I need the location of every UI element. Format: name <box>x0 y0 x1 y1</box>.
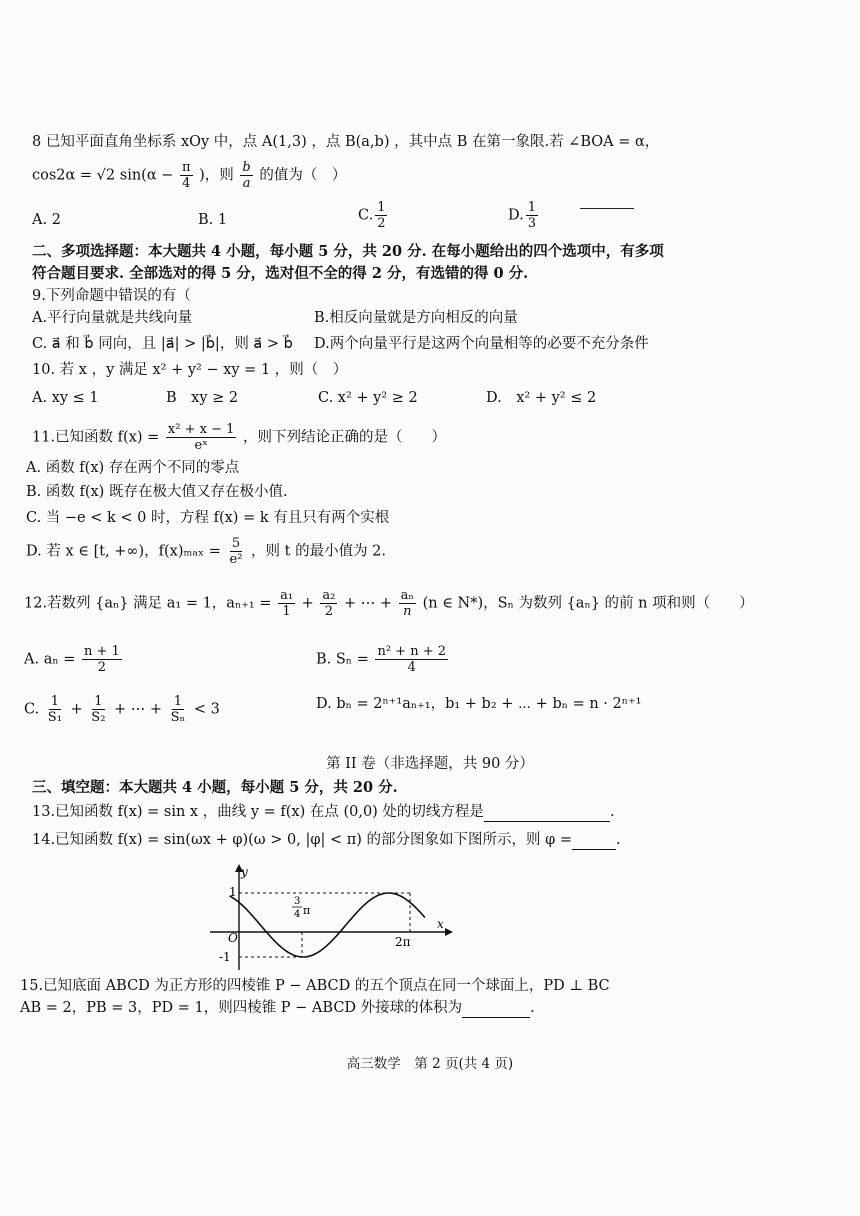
tick-neg1: -1 <box>219 950 231 964</box>
q10-option-c: C. x² + y² ≥ 2 <box>318 390 418 406</box>
x-axis-arrow <box>445 928 453 936</box>
q13-text: 13.已知函数 f(x) = sin x ，曲线 y = f(x) 在点 (0,0) 处的切线方程是 . <box>32 804 615 820</box>
section2-heading-line2: 符合题目要求. 全部选对的得 5 分，选对但不全的得 2 分，有选错的得 0 分. <box>32 265 529 282</box>
q11-option-a: A. 函数 f(x) 存在两个不同的零点 <box>26 460 240 476</box>
q15-answer-blank <box>462 1001 530 1018</box>
q11-option-b: B. 函数 f(x) 既存在极大值又存在极小值. <box>26 484 288 500</box>
q12-option-c: C. $\frac{1}{\text{S₁}}$ + $\frac{1}{\text{S₂}}$ + ⋯ + $\frac{1}{\text{Sₙ}}$ < 3 <box>24 694 220 725</box>
q9-option-c: C. a⃗ 和 b⃗ 同向，且 |a⃗| > |b⃗|，则 a⃗ > b⃗ <box>32 336 293 352</box>
q12-stem: 12.若数列 {aₙ} 满足 a₁ = 1，aₙ₊₁ = $\frac{\text{a₁}}{1}$ + $\frac{\text{a₂}}{2}$ + ⋯ + $\frac{\text{aₙ}}{n}$ (n ∈ N*)，Sₙ 为数列 {aₙ} 的前 n 项和则（ ） <box>24 588 754 619</box>
q10-option-d: D. x² + y² ≤ 2 <box>486 390 597 406</box>
q10-option-a: A. xy ≤ 1 <box>32 390 99 406</box>
scribble-line <box>580 208 634 209</box>
q10-stem: 10. 若 x ，y 满足 x² + y² − xy = 1 ，则（ ） <box>32 362 348 378</box>
q9-stem: 9.下列命题中错误的有（ <box>32 288 191 304</box>
q15-line2: AB = 2，PB = 3，PD = 1，则四棱锥 P − ABCD 外接球的体积为 . <box>20 1000 535 1016</box>
page-footer: 高三数学 第 2 页(共 4 页) <box>346 1056 514 1072</box>
section2-heading-line1: 二、多项选择题：本大题共 4 小题，每小题 5 分，共 20 分. 在每小题给出的四个选项中，有多项 <box>32 243 664 260</box>
origin-label: O <box>228 931 238 945</box>
q8-option-a: A. 2 <box>32 212 61 228</box>
q12-option-b: B. Sₙ = $\frac{\text{n² + n + 2}}{4}$ <box>316 644 446 675</box>
section3-heading: 三、填空题：本大题共 4 小题，每小题 5 分，共 20 分. <box>32 779 398 796</box>
q12-option-d: D. bₙ = 2ⁿ⁺¹aₙ₊₁，b₁ + b₂ + ⋯ + bₙ = n · 2ⁿ⁺¹ <box>316 696 642 712</box>
q14-text: 14.已知函数 f(x) = sin(ωx + φ)(ω > 0, |φ| < π) 的部分图象如下图所示，则 φ = . <box>32 832 621 848</box>
q8-line1: 8 已知平面直角坐标系 xOy 中，点 A(1,3) ，点 B(a,b) ，其中点 B 在第一象限.若 ∠BOA = α， <box>32 134 660 150</box>
part2-title: 第 II 卷（非选择题，共 90 分） <box>326 756 534 772</box>
y-label: y <box>241 865 248 879</box>
fraction: $\frac{b}{a}$ <box>242 160 251 191</box>
q8-option-b: B. 1 <box>198 212 228 228</box>
tick-1: 1 <box>229 885 237 899</box>
q15-line1: 15.已知底面 ABCD 为正方形的四棱锥 P − ABCD 的五个顶点在同一个球面上，PD ⊥ BC <box>20 978 610 994</box>
q8-line2: cos2α = √2 sin(α − $\frac{\pi}{4}$ )，则 $\frac{b}{a}$ 的值为（ ） <box>32 160 347 191</box>
tick-2pi: 2π <box>395 935 411 949</box>
q9-option-d: D.两个向量平行是这两个向量相等的必要不充分条件 <box>314 336 649 352</box>
tick-3-4pi-den: 4 <box>294 909 301 920</box>
q12-option-a: A. aₙ = $\frac{n + 1}{2}$ <box>24 644 120 675</box>
tick-3-4pi-pi: π <box>303 904 311 917</box>
q14-answer-blank <box>572 833 616 850</box>
q8-option-d: D. $\frac{1}{3}$ <box>508 200 536 231</box>
q10-option-b: B xy ≥ 2 <box>166 390 239 406</box>
x-label: x <box>437 917 444 931</box>
q9-option-a: A.平行向量就是共线向量 <box>32 310 193 326</box>
q11-option-c: C. 当 −e < k < 0 时，方程 f(x) = k 有且只有两个实根 <box>26 510 390 526</box>
q8-option-c: C. $\frac{1}{2}$ <box>358 200 386 231</box>
q11-option-d: D. 若 x ∈ [t, +∞)，f(x)ₘₐₓ = $\frac{5}{\text{e²}}$ ，则 t 的最小值为 2. <box>26 536 387 567</box>
q9-option-b: B.相反向量就是方向相反的向量 <box>314 310 518 326</box>
sine-graph <box>205 862 455 972</box>
q11-stem: 11.已知函数 f(x) = $\frac{\text{x² + x − 1}}{\text{eˣ}}$ ，则下列结论正确的是（ ） <box>32 422 446 453</box>
tick-3-4pi-num: 3 <box>294 896 301 907</box>
fraction: $\frac{\pi}{4}$ <box>181 160 191 191</box>
q13-answer-blank <box>484 805 610 822</box>
